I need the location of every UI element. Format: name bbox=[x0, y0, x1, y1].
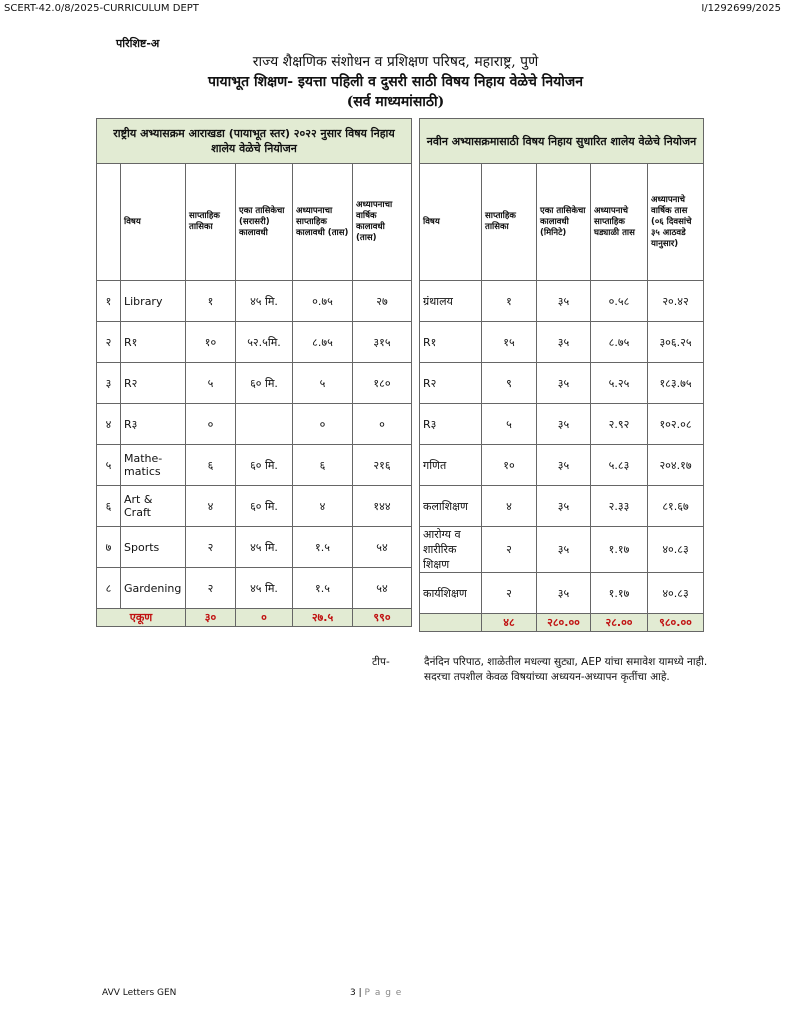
cell-annual-hours: ० bbox=[353, 404, 412, 445]
cell-serial: ८ bbox=[97, 568, 121, 609]
right-total-annual-hours: ९८०.०० bbox=[648, 614, 704, 632]
left-table-heading: राष्ट्रीय अभ्यासक्रम आराखडा (पायाभूत स्तर) २०२२ नुसार विषय निहाय शालेय वेळेचे नियोजन bbox=[97, 119, 412, 164]
left-col-period-duration: एका तासिकेचा (सरासरी) कालावधी bbox=[236, 164, 293, 281]
cell-annual-hours: ४०.८३ bbox=[648, 527, 704, 573]
cell-period-duration: ६० मि. bbox=[236, 363, 293, 404]
table-row bbox=[97, 568, 412, 609]
footer-source: AVV Letters GEN bbox=[102, 988, 177, 998]
cell-weekly-periods: ५ bbox=[482, 404, 537, 445]
right-col-weekly-periods: साप्ताहिक तासिका bbox=[482, 164, 537, 281]
cell-annual-hours: १०२.०८ bbox=[648, 404, 704, 445]
cell-weekly-hours: १.५ bbox=[293, 568, 353, 609]
cell-period-duration: ६० मि. bbox=[236, 445, 293, 486]
page-label: P a g e bbox=[364, 988, 403, 998]
left-col-weekly-periods: साप्ताहिक तासिका bbox=[186, 164, 236, 281]
table-row bbox=[97, 404, 412, 445]
table-row bbox=[97, 322, 412, 363]
page-number: 3 bbox=[350, 988, 356, 998]
cell-weekly-hours: ५.८३ bbox=[591, 445, 648, 486]
cell-subject: आरोग्य व शारीरिक शिक्षण bbox=[420, 527, 482, 573]
table-row bbox=[97, 445, 412, 486]
left-col-annual-hours: अध्यापनाचा वार्षिक कालावधी (तास) bbox=[353, 164, 412, 281]
table-row bbox=[420, 573, 704, 614]
cell-annual-hours: १८० bbox=[353, 363, 412, 404]
right-total-weekly-periods: ४८ bbox=[482, 614, 537, 632]
cell-serial: ५ bbox=[97, 445, 121, 486]
cell-weekly-periods: २ bbox=[482, 573, 537, 614]
note-label: टीप- bbox=[372, 656, 390, 668]
right-table-heading: नवीन अभ्यासक्रमासाठी विषय निहाय सुधारित शालेय वेळेचे नियोजन bbox=[420, 119, 704, 164]
cell-serial: ६ bbox=[97, 486, 121, 527]
cell-weekly-hours: ५.२५ bbox=[591, 363, 648, 404]
table-row bbox=[420, 363, 704, 404]
appendix-label: परिशिष्ट-अ bbox=[116, 37, 160, 50]
ncf-time-allocation-table bbox=[96, 118, 412, 627]
cell-weekly-periods: ६ bbox=[186, 445, 236, 486]
right-total-period-duration: २८०.०० bbox=[537, 614, 591, 632]
cell-period-duration: ३५ bbox=[537, 573, 591, 614]
cell-serial: १ bbox=[97, 281, 121, 322]
cell-serial: ३ bbox=[97, 363, 121, 404]
cell-weekly-hours: १.१७ bbox=[591, 573, 648, 614]
cell-weekly-hours: १.१७ bbox=[591, 527, 648, 573]
left-col-weekly-hours: अध्यापनाचा साप्ताहिक कालावधी (तास) bbox=[293, 164, 353, 281]
cell-subject: Mathe-matics bbox=[121, 445, 186, 486]
cell-weekly-periods: १ bbox=[186, 281, 236, 322]
revised-time-allocation-table bbox=[419, 118, 704, 632]
cell-annual-hours: २०४.१७ bbox=[648, 445, 704, 486]
right-total-row bbox=[420, 614, 704, 632]
cell-subject: Library bbox=[121, 281, 186, 322]
cell-weekly-periods: १ bbox=[482, 281, 537, 322]
cell-weekly-periods: २ bbox=[186, 568, 236, 609]
cell-weekly-periods: २ bbox=[186, 527, 236, 568]
cell-subject: Sports bbox=[121, 527, 186, 568]
document-reference: SCERT-42.0/8/2025-CURRICULUM DEPT bbox=[4, 3, 199, 14]
cell-weekly-periods: ४ bbox=[186, 486, 236, 527]
right-col-period-duration: एका तासिकेचा कालावधी (मिनिटे) bbox=[537, 164, 591, 281]
cell-weekly-periods: ४ bbox=[482, 486, 537, 527]
cell-weekly-hours: ८.७५ bbox=[293, 322, 353, 363]
cell-weekly-hours: ४ bbox=[293, 486, 353, 527]
cell-subject: गणित bbox=[420, 445, 482, 486]
document-subtitle: (सर्व माध्यमांसाठी) bbox=[346, 94, 445, 110]
cell-subject: ग्रंथालय bbox=[420, 281, 482, 322]
cell-subject: R२ bbox=[121, 363, 186, 404]
cell-subject: R१ bbox=[420, 322, 482, 363]
cell-period-duration: ३५ bbox=[537, 486, 591, 527]
cell-period-duration: ५२.५मि. bbox=[236, 322, 293, 363]
cell-serial: ४ bbox=[97, 404, 121, 445]
cell-serial: २ bbox=[97, 322, 121, 363]
cell-weekly-hours: २.३३ bbox=[591, 486, 648, 527]
cell-period-duration: ४५ मि. bbox=[236, 527, 293, 568]
cell-annual-hours: २०.४२ bbox=[648, 281, 704, 322]
table-row bbox=[420, 445, 704, 486]
right-total-label bbox=[420, 614, 482, 632]
table-row bbox=[420, 486, 704, 527]
cell-subject: Art & Craft bbox=[121, 486, 186, 527]
table-row bbox=[97, 527, 412, 568]
right-col-annual-hours: अध्यापनाचे वार्षिक तास (०६ दिवसांचे ३५ आठवडे यानुसार) bbox=[648, 164, 704, 281]
right-col-weekly-hours: अध्यापनाचे साप्ताहिक घड्याळी तास bbox=[591, 164, 648, 281]
cell-weekly-hours: २.९२ bbox=[591, 404, 648, 445]
cell-weekly-periods: ९ bbox=[482, 363, 537, 404]
organization-title: राज्य शैक्षणिक संशोधन व प्रशिक्षण परिषद, महाराष्ट्र, पुणे bbox=[252, 54, 539, 70]
left-total-weekly-periods: ३० bbox=[186, 609, 236, 627]
left-total-annual-hours: ९९० bbox=[353, 609, 412, 627]
table-row bbox=[420, 322, 704, 363]
cell-annual-hours: २७ bbox=[353, 281, 412, 322]
cell-period-duration: ४५ मि. bbox=[236, 568, 293, 609]
cell-period-duration: ४५ मि. bbox=[236, 281, 293, 322]
table-row bbox=[97, 486, 412, 527]
cell-weekly-periods: ० bbox=[186, 404, 236, 445]
table-row bbox=[97, 281, 412, 322]
left-col-subject: विषय bbox=[121, 164, 186, 281]
table-row bbox=[420, 281, 704, 322]
cell-annual-hours: ५४ bbox=[353, 568, 412, 609]
cell-weekly-hours: ८.७५ bbox=[591, 322, 648, 363]
right-total-weekly-hours: २८.०० bbox=[591, 614, 648, 632]
left-total-label: एकूण bbox=[97, 609, 186, 627]
left-total-period-duration: ० bbox=[236, 609, 293, 627]
cell-subject: कार्यशिक्षण bbox=[420, 573, 482, 614]
cell-period-duration: ३५ bbox=[537, 527, 591, 573]
page-separator: | bbox=[358, 988, 362, 998]
cell-annual-hours: १८३.७५ bbox=[648, 363, 704, 404]
cell-period-duration: ३५ bbox=[537, 363, 591, 404]
document-title: पायाभूत शिक्षण- इयत्ता पहिली व दुसरी साठी विषय निहाय वेळेचे नियोजन bbox=[207, 74, 584, 90]
cell-subject: R२ bbox=[420, 363, 482, 404]
cell-weekly-periods: १० bbox=[186, 322, 236, 363]
cell-weekly-hours: ०.५८ bbox=[591, 281, 648, 322]
cell-subject: R३ bbox=[420, 404, 482, 445]
cell-period-duration: ३५ bbox=[537, 281, 591, 322]
document-id: I/1292699/2025 bbox=[701, 3, 781, 14]
table-row bbox=[97, 363, 412, 404]
footer-page bbox=[350, 988, 402, 998]
cell-annual-hours: ३१५ bbox=[353, 322, 412, 363]
cell-serial: ७ bbox=[97, 527, 121, 568]
cell-subject: कलाशिक्षण bbox=[420, 486, 482, 527]
left-col-serial bbox=[97, 164, 121, 281]
cell-period-duration: ३५ bbox=[537, 404, 591, 445]
cell-period-duration: ३५ bbox=[537, 445, 591, 486]
cell-weekly-hours: ० bbox=[293, 404, 353, 445]
cell-subject: Gardening bbox=[121, 568, 186, 609]
cell-weekly-hours: ६ bbox=[293, 445, 353, 486]
cell-weekly-hours: ५ bbox=[293, 363, 353, 404]
table-row bbox=[420, 527, 704, 573]
cell-weekly-periods: २ bbox=[482, 527, 537, 573]
cell-weekly-periods: १५ bbox=[482, 322, 537, 363]
cell-weekly-periods: १० bbox=[482, 445, 537, 486]
cell-annual-hours: ५४ bbox=[353, 527, 412, 568]
right-col-subject: विषय bbox=[420, 164, 482, 281]
cell-weekly-hours: ०.७५ bbox=[293, 281, 353, 322]
cell-period-duration: ६० मि. bbox=[236, 486, 293, 527]
cell-weekly-periods: ५ bbox=[186, 363, 236, 404]
cell-period-duration bbox=[236, 404, 293, 445]
cell-annual-hours: ३०६.२५ bbox=[648, 322, 704, 363]
left-total-row bbox=[97, 609, 412, 627]
cell-annual-hours: ४०.८३ bbox=[648, 573, 704, 614]
cell-subject: R१ bbox=[121, 322, 186, 363]
cell-annual-hours: २१६ bbox=[353, 445, 412, 486]
cell-weekly-hours: १.५ bbox=[293, 527, 353, 568]
cell-subject: R३ bbox=[121, 404, 186, 445]
cell-period-duration: ३५ bbox=[537, 322, 591, 363]
cell-annual-hours: ८१.६७ bbox=[648, 486, 704, 527]
left-total-weekly-hours: २७.५ bbox=[293, 609, 353, 627]
note-text: दैनंदिन परिपाठ, शाळेतील मधल्या सुट्या, AEP यांचा समावेश यामध्ये नाही. सदरचा तपशील केवळ विषयांच्या अध्ययन-अध्यापन कृतींचा आहे. bbox=[424, 656, 708, 683]
cell-annual-hours: १४४ bbox=[353, 486, 412, 527]
table-row bbox=[420, 404, 704, 445]
